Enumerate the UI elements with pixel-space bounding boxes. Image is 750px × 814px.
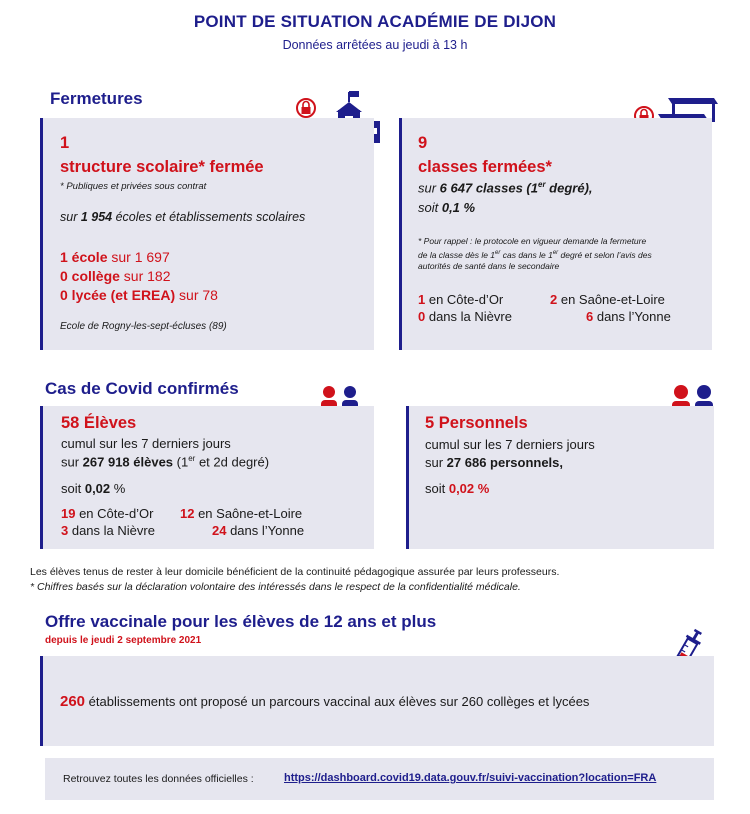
fermetures-heading: Fermetures — [50, 89, 143, 108]
structure-rows — [60, 248, 218, 305]
covid-heading: Cas de Covid confirmés — [45, 379, 239, 398]
eleves-rate: soit 0,02 % — [61, 481, 126, 496]
vaccin-text: 260 établissements ont proposé un parcours vaccinal aux élèves sur 260 collèges et lycées — [60, 693, 590, 710]
structure-count: 1 — [60, 134, 70, 152]
list-item: 0 collège sur 182 — [60, 268, 171, 284]
vaccin-since: depuis le jeudi 2 septembre 2021 — [45, 635, 202, 646]
footer-label: Retrouvez toutes les données officielles : — [63, 773, 254, 785]
note-continuite: Les élèves tenus de rester à leur domicile bénéficient de la continuité pédagogique assurée par leurs professeurs. — [30, 566, 560, 578]
list-item: 0 dans la Nièvre — [418, 309, 512, 324]
classes-count: 9 — [418, 134, 428, 152]
eleves-title: 58 Élèves — [61, 414, 137, 432]
classes-reminder: * Pour rappel : le protocole en vigueur demande la fermeture de la classe dès le 1er cas dans le 1er degré et selon l’avis des autorités de santé dans le secondaire — [418, 236, 652, 271]
personnels-title: 5 Personnels — [425, 414, 528, 432]
page-title: POINT DE SITUATION ACADÉMIE DE DIJON — [193, 12, 557, 31]
list-item: 6 dans l’Yonne — [586, 309, 671, 324]
structure-label: structure scolaire* fermée — [60, 158, 264, 176]
list-item: 1 école sur 1 697 — [60, 249, 170, 265]
page-subtitle: Données arrêtées au jeudi à 13 h — [282, 38, 468, 52]
personnels-line2: sur 27 686 personnels, — [425, 455, 564, 470]
classes-rate: soit 0,1 % — [418, 200, 476, 215]
personnels-rate: soit 0,02 % — [425, 481, 490, 496]
list-item: 12 en Saône-et-Loire — [180, 506, 303, 521]
classes-label: classes fermées* — [418, 158, 552, 176]
classes-total: sur 6 647 classes (1er degré), — [418, 180, 593, 196]
structure-total: sur 1 954 écoles et établissements scolaires — [60, 210, 306, 224]
note-chiffres: * Chiffres basés sur la déclaration volontaire des intéressés dans le respect de la confidentialité médicale. — [30, 581, 521, 593]
structure-note: * Publiques et privées sous contrat — [60, 181, 207, 192]
list-item: 1 en Côte-d’Or — [418, 292, 504, 307]
structure-footnote: Ecole de Rogny-les-sept-écluses (89) — [60, 321, 227, 332]
personnels-line1: cumul sur les 7 derniers jours — [425, 437, 595, 452]
list-item: 19 en Côte-d’Or — [61, 506, 154, 521]
list-item: 3 dans la Nièvre — [61, 523, 155, 538]
eleves-line2: sur 267 918 élèves (1er et 2d degré) — [61, 454, 270, 470]
list-item: 0 lycée (et EREA) sur 78 — [60, 287, 218, 303]
structure-card — [40, 118, 374, 350]
dashboard-link[interactable]: https://dashboard.covid19.data.gouv.fr/suivi-vaccination?location=FRA — [284, 772, 657, 784]
list-item: 2 en Saône-et-Loire — [550, 292, 665, 307]
list-item: 24 dans l’Yonne — [212, 523, 305, 538]
eleves-line1: cumul sur les 7 derniers jours — [61, 436, 231, 451]
vaccin-heading: Offre vaccinale pour les élèves de 12 ans et plus — [45, 612, 437, 631]
